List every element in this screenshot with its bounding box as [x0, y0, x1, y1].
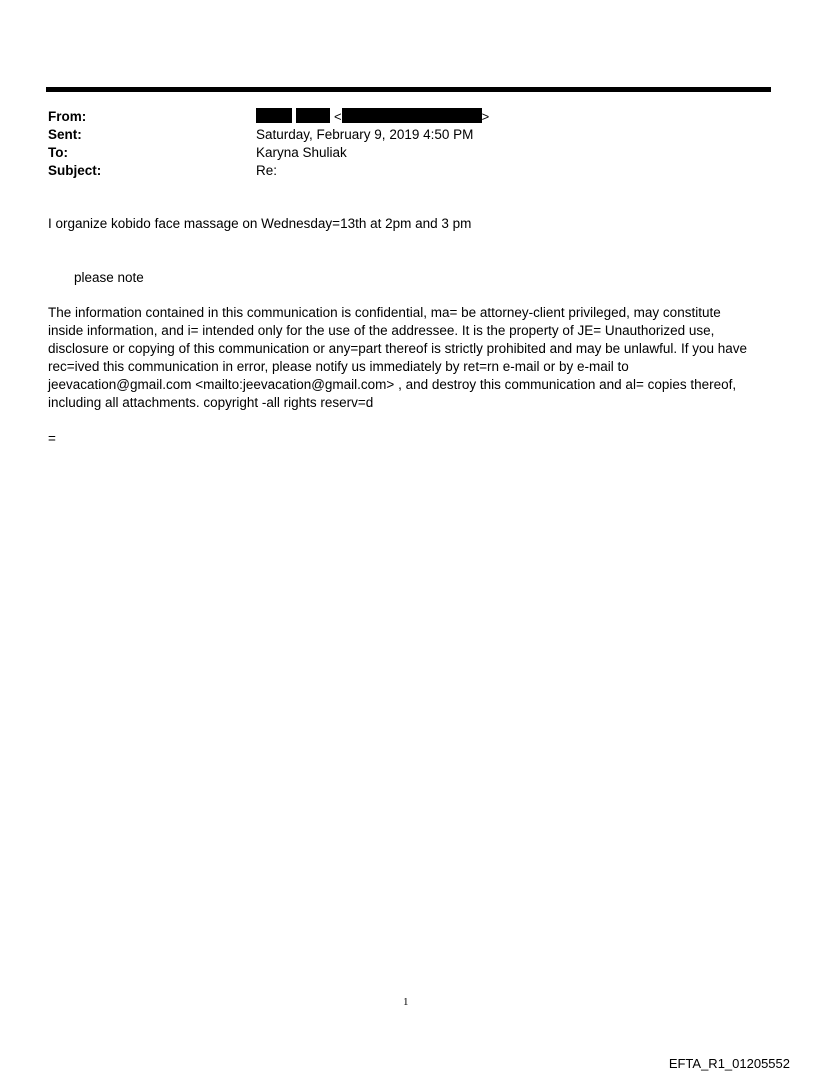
from-value: [256, 107, 489, 126]
note-line: please note: [74, 270, 144, 285]
redaction-block: [342, 108, 482, 123]
page-number: 1: [403, 996, 409, 1008]
to-label: To:: [48, 145, 68, 160]
subject-value: Re:: [256, 163, 278, 178]
subject-label: Subject:: [48, 163, 102, 178]
trailing-char: =: [48, 431, 56, 446]
to-row: [48, 143, 748, 162]
from-label: From:: [48, 109, 87, 124]
from-close-bracket: >: [481, 109, 490, 124]
message-line: I organize kobido face massage on Wednesday=13th at 2pm and 3 pm: [48, 216, 472, 231]
disclaimer-line: jeevacation@gmail.com <mailto:jeevacation@gmail.com> , and destroy this communication and al= copies thereof,: [48, 377, 737, 392]
disclaimer-line: inside information, and i= intended only for the use of the addressee. It is the property of JE= Unauthorized use,: [48, 323, 715, 338]
redaction-block: [256, 108, 292, 123]
disclaimer-line: rec=ived this communication in error, please notify us immediately by ret=rn e-mail or by e-mail to: [48, 359, 629, 374]
sent-value: Saturday, February 9, 2019 4:50 PM: [256, 127, 474, 142]
subject-row: [48, 161, 748, 180]
disclaimer-line: including all attachments. copyright -all rights reserv=d: [48, 395, 374, 410]
confidentiality-disclaimer: [48, 304, 768, 412]
redaction-block: [296, 108, 330, 123]
to-value: Karyna Shuliak: [256, 145, 347, 160]
sent-row: [48, 125, 748, 144]
sent-label: Sent:: [48, 127, 82, 142]
from-open-bracket: <: [334, 109, 342, 124]
disclaimer-line: The information contained in this communication is confidential, ma= be attorney-client privileged, may constitute: [48, 305, 721, 320]
disclaimer-line: disclosure or copying of this communication or any=part thereof is strictly prohibited and may be unlawful. If you have: [48, 341, 747, 356]
header-divider: [46, 87, 771, 92]
document-id: EFTA_R1_01205552: [668, 1056, 790, 1071]
from-row: [48, 107, 748, 126]
